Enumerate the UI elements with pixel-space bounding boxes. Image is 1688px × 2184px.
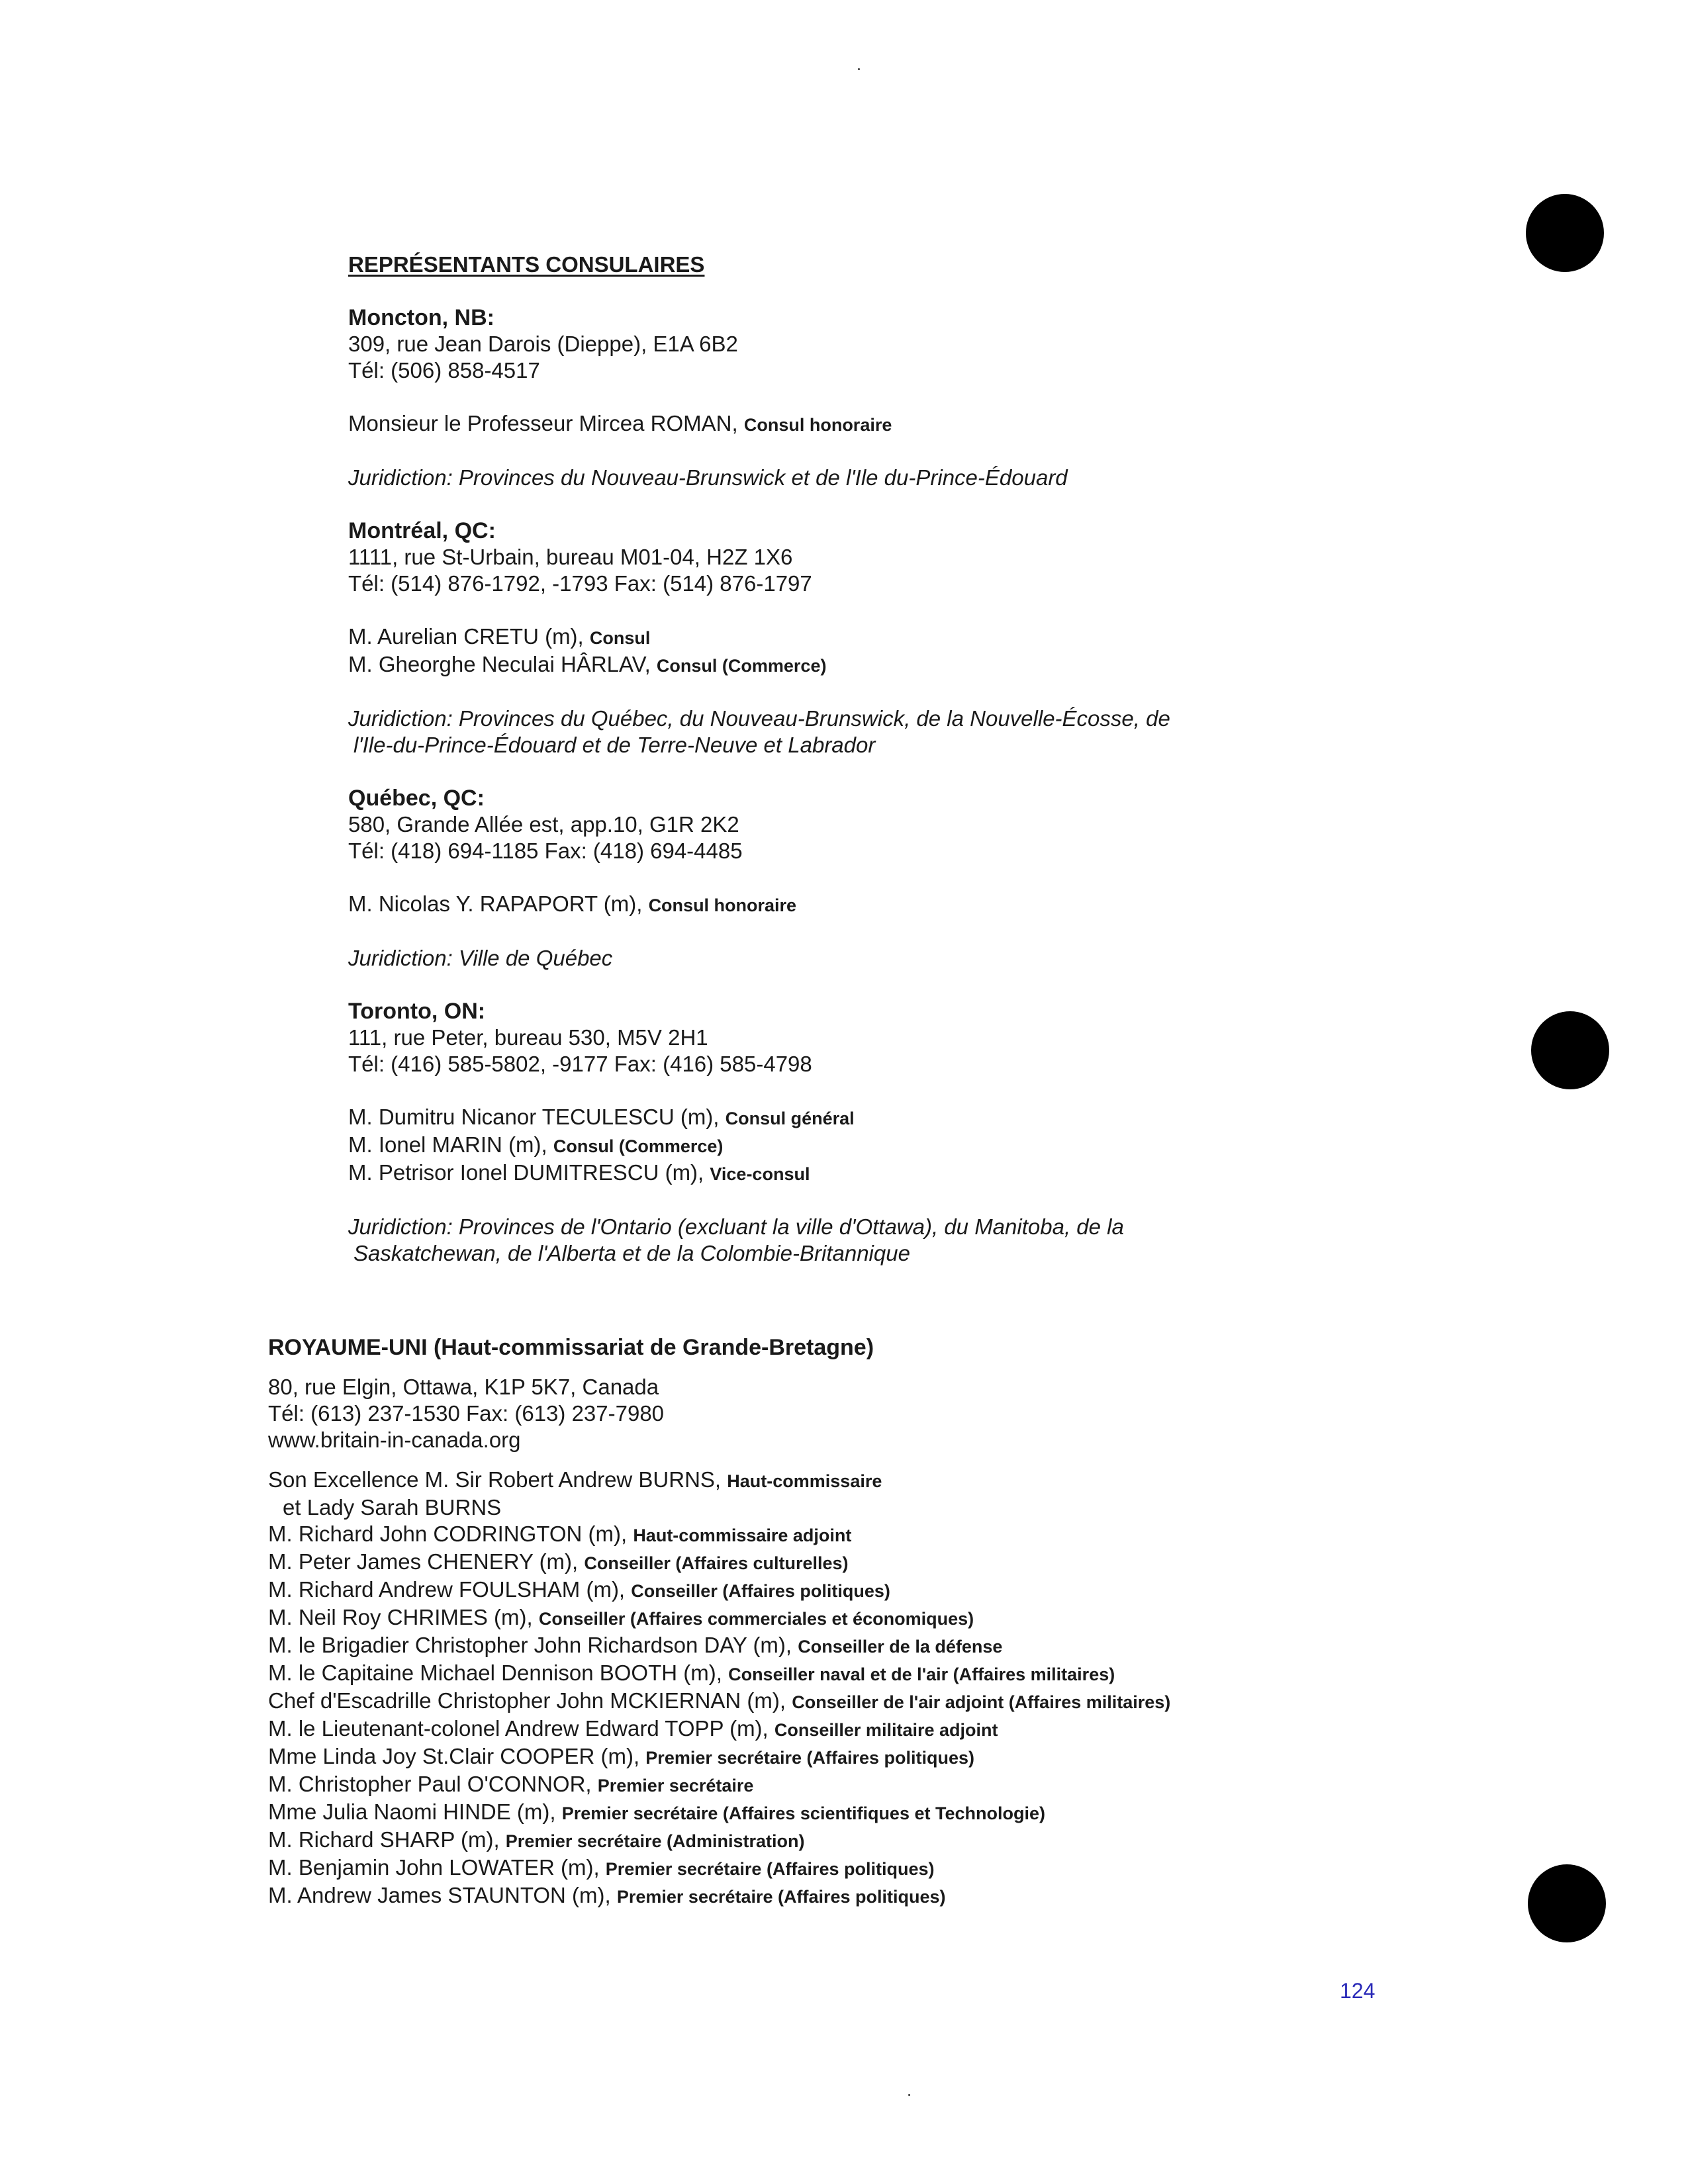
jurisdiction: Juridiction: Provinces de l'Ontario (excluant la ville d'Ottawa), du Manitoba, de la <box>348 1214 1124 1239</box>
staff-entry <box>268 1715 1526 1743</box>
staff-list <box>268 1521 1526 1910</box>
person-name: Chef d'Escadrille Christopher John MCKIERNAN (m), <box>268 1688 786 1713</box>
person-name: Son Excellence M. Sir Robert Andrew BURNS, <box>268 1467 722 1492</box>
staff-entry <box>268 1743 1526 1771</box>
person-role: Vice-consul <box>710 1164 810 1184</box>
address: 309, rue Jean Darois (Dieppe), E1A 6B2 <box>348 332 738 356</box>
person-role: Conseiller de l'air adjoint (Affaires militaires) <box>792 1692 1171 1712</box>
staff-entry <box>268 1660 1526 1688</box>
person-entry <box>348 1160 1540 1187</box>
address: 111, rue Peter, bureau 530, M5V 2H1 <box>348 1025 708 1050</box>
person-role: Consul honoraire <box>648 895 797 915</box>
phone: Tél: (418) 694-1185 Fax: (418) 694-4485 <box>348 839 743 863</box>
person-name: M. Richard Andrew FOULSHAM (m), <box>268 1577 626 1602</box>
person-name: M. Petrisor Ionel DUMITRESCU (m), <box>348 1160 704 1185</box>
person-name: M. Ionel MARIN (m), <box>348 1132 547 1157</box>
moncton-entry <box>348 304 1540 491</box>
person-name: M. Neil Roy CHRIMES (m), <box>268 1605 533 1629</box>
person-name: M. le Lieutenant-colonel Andrew Edward TOPP (m), <box>268 1716 769 1741</box>
staff-entry <box>268 1827 1526 1854</box>
person-name: M. Richard SHARP (m), <box>268 1827 500 1852</box>
person-role: Premier secrétaire (Affaires politiques) <box>616 1887 946 1907</box>
person-role: Premier secrétaire <box>597 1776 754 1796</box>
staff-entry <box>268 1688 1526 1715</box>
staff-entry <box>268 1799 1526 1827</box>
phone: Tél: (416) 585-5802, -9177 Fax: (416) 585-4798 <box>348 1052 812 1076</box>
person-entry <box>348 410 1540 438</box>
head-of-mission <box>268 1467 1526 1494</box>
address: 580, Grande Allée est, app.10, G1R 2K2 <box>348 812 739 837</box>
person-role: Consul honoraire <box>743 415 892 435</box>
person-name: Mme Linda Joy St.Clair COOPER (m), <box>268 1744 640 1768</box>
quebec-entry <box>348 785 1540 972</box>
staff-entry <box>268 1521 1526 1549</box>
staff-entry <box>268 1576 1526 1604</box>
staff-entry <box>268 1604 1526 1632</box>
jurisdiction: Juridiction: Provinces du Nouveau-Brunswick et de l'Ile du-Prince-Édouard <box>348 465 1068 490</box>
staff-entry <box>268 1882 1526 1910</box>
scan-speck <box>908 2094 910 2096</box>
person-name: M. Andrew James STAUNTON (m), <box>268 1883 611 1907</box>
phone: Tél: (506) 858-4517 <box>348 358 540 383</box>
country-heading: ROYAUME-UNI (Haut-commissariat de Grande-Bretagne) <box>268 1335 874 1360</box>
person-entry <box>348 1104 1540 1132</box>
scan-speck <box>858 68 860 70</box>
montreal-entry <box>348 518 1540 758</box>
staff-entry <box>268 1549 1526 1576</box>
person-role: Haut-commissaire adjoint <box>633 1525 852 1545</box>
person-name: Monsieur le Professeur Mircea ROMAN, <box>348 411 738 435</box>
person-role: Consul (Commerce) <box>656 656 827 676</box>
person-role: Consul (Commerce) <box>553 1136 724 1156</box>
consular-section <box>348 251 1540 1267</box>
city-heading: Québec, QC: <box>348 786 485 811</box>
person-entry <box>348 1132 1540 1160</box>
person-name: M. Dumitru Nicanor TECULESCU (m), <box>348 1105 720 1129</box>
person-role: Premier secrétaire (Affaires politiques) <box>605 1859 935 1879</box>
uk-section <box>268 1334 1526 1910</box>
person-role: Haut-commissaire <box>727 1471 882 1491</box>
person-role: Consul général <box>725 1109 855 1128</box>
phone: Tél: (514) 876-1792, -1793 Fax: (514) 876-1797 <box>348 571 812 596</box>
staff-entry <box>268 1854 1526 1882</box>
person-role: Premier secrétaire (Affaires scientifiques et Technologie) <box>561 1803 1045 1823</box>
person-name: M. Benjamin John LOWATER (m), <box>268 1855 600 1880</box>
binder-hole-middle <box>1531 1011 1609 1089</box>
person-role: Conseiller militaire adjoint <box>774 1720 998 1740</box>
person-role: Conseiller (Affaires politiques) <box>631 1581 890 1601</box>
address: 80, rue Elgin, Ottawa, K1P 5K7, Canada <box>268 1375 659 1399</box>
person-name: M. Aurelian CRETU (m), <box>348 624 584 649</box>
toronto-entry <box>348 998 1540 1267</box>
section-title: REPRÉSENTANTS CONSULAIRES <box>348 252 705 277</box>
person-entry <box>348 651 1540 679</box>
city-heading: Moncton, NB: <box>348 305 494 330</box>
binder-hole-bottom <box>1528 1864 1606 1942</box>
jurisdiction: Juridiction: Ville de Québec <box>348 946 613 970</box>
person-role: Conseiller naval et de l'air (Affaires militaires) <box>728 1664 1115 1684</box>
person-role: Consul <box>589 628 651 648</box>
jurisdiction: Juridiction: Provinces du Québec, du Nouveau-Brunswick, de la Nouvelle-Écosse, de <box>348 706 1170 731</box>
jurisdiction: l'Ile-du-Prince-Édouard et de Terre-Neuve et Labrador <box>353 733 876 757</box>
staff-entry <box>268 1632 1526 1660</box>
phone: Tél: (613) 237-1530 Fax: (613) 237-7980 <box>268 1401 665 1426</box>
person-name: M. Richard John CODRINGTON (m), <box>268 1522 628 1546</box>
person-name: Mme Julia Naomi HINDE (m), <box>268 1799 556 1824</box>
city-heading: Toronto, ON: <box>348 999 486 1024</box>
jurisdiction: Saskatchewan, de l'Alberta et de la Colombie-Britannique <box>353 1241 910 1265</box>
person-name: M. Nicolas Y. RAPAPORT (m), <box>348 891 643 916</box>
city-heading: Montréal, QC: <box>348 518 496 543</box>
spouse: et Lady Sarah BURNS <box>283 1495 502 1520</box>
person-role: Conseiller (Affaires commerciales et économiques) <box>538 1609 974 1629</box>
person-name: M. le Brigadier Christopher John Richardson DAY (m), <box>268 1633 792 1657</box>
page-number: 124 <box>1340 1979 1376 2003</box>
person-name: M. Gheorghe Neculai HÂRLAV, <box>348 652 651 676</box>
person-role: Premier secrétaire (Administration) <box>505 1831 805 1851</box>
person-name: M. Peter James CHENERY (m), <box>268 1549 579 1574</box>
person-entry <box>348 623 1540 651</box>
person-name: M. le Capitaine Michael Dennison BOOTH (m), <box>268 1661 722 1685</box>
website: www.britain-in-canada.org <box>268 1428 521 1452</box>
person-name: M. Christopher Paul O'CONNOR, <box>268 1772 592 1796</box>
person-role: Conseiller (Affaires culturelles) <box>584 1553 849 1573</box>
address: 1111, rue St-Urbain, bureau M01-04, H2Z 1X6 <box>348 545 793 569</box>
person-entry <box>348 891 1540 919</box>
person-role: Conseiller de la défense <box>798 1637 1003 1657</box>
staff-entry <box>268 1771 1526 1799</box>
person-role: Premier secrétaire (Affaires politiques) <box>645 1748 974 1768</box>
